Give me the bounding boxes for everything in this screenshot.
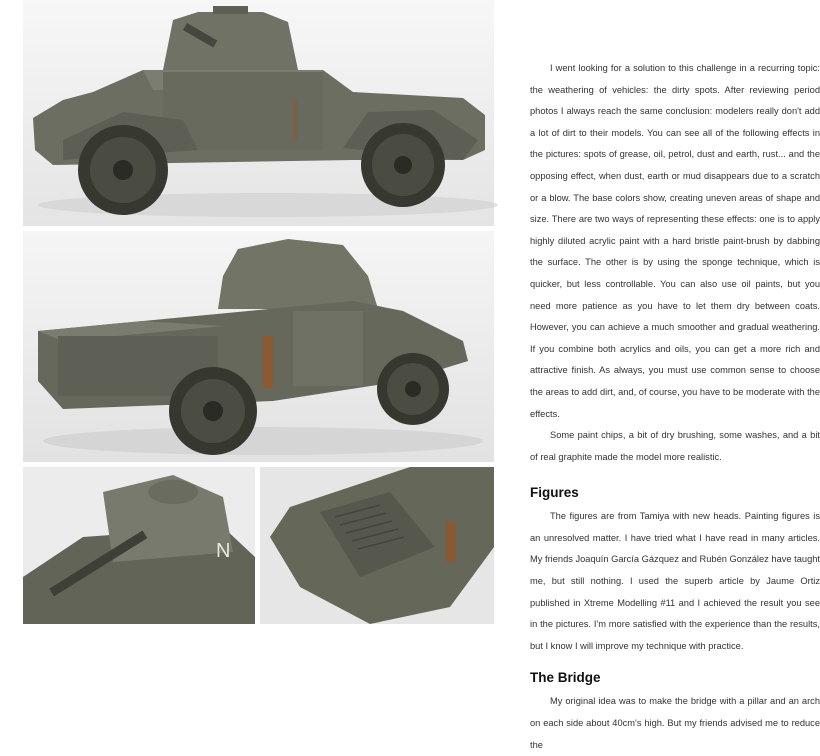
intro-paragraph: I went looking for a solution to this challenge in a recurring topic: the weathering of vehicles: the dirty spots. After reviewing period photos I always reach the same conclusion: modelers really don't add a lot of dirt to their models. You can see all of the following effects in the pictures: spots of grease, oil, petrol, dust and earth, rust... and the opposing effect, when dust, earth or mud disappears due to a scratch or a blow. The base colors show, creating uneven areas of shape and size. There are two ways of representing these effects: one is to apply highly diluted acrylic paint with a hard bristle paint-brush by dabbing the surface. The other is by using the sponge technique, which is quicker, but less controllable. You can also use oil paints, but you need more patience as you have to let them dry between coats. However, you can achieve a much smoother and gradual weathering. If you combine both acrylics and oils, you can get a more rich and attractive finish. As always, you must use common sense to choose the areas to add dirt, and, of course, you have to be moderate with the effects. xyxy=(530,63,820,419)
photo-front-closeup xyxy=(260,467,494,624)
figures-heading: Figures xyxy=(530,485,579,501)
turret-marking: N xyxy=(216,540,231,562)
bridge-paragraph: My original idea was to make the bridge with a pillar and an arch on each side about 40cm's high. But my friends advised me to reduce the xyxy=(530,696,820,750)
article-text-column xyxy=(530,58,820,750)
photo-turret-closeup xyxy=(23,467,255,624)
figures-paragraph: The figures are from Tamiya with new heads. Painting figures is an unresolved matter. I have tried what I have read in many articles. My friends Joaquín García Gázquez and Rubén González have taught me, but still nothing. I used the superb article by Jaume Ortiz published in Xtreme Modelling #11 and I achieved the result you see in the pictures. I'm more satisfied with the experience than the results, but I know I will improve my technique with practice. xyxy=(530,511,820,651)
photo-armored-car-rear xyxy=(23,231,494,462)
bridge-heading: The Bridge xyxy=(530,670,601,686)
chips-paragraph: Some paint chips, a bit of dry brushing, some washes, and a bit of real graphite made the model more realistic. xyxy=(530,430,820,462)
photo-armored-car-side xyxy=(23,0,494,226)
